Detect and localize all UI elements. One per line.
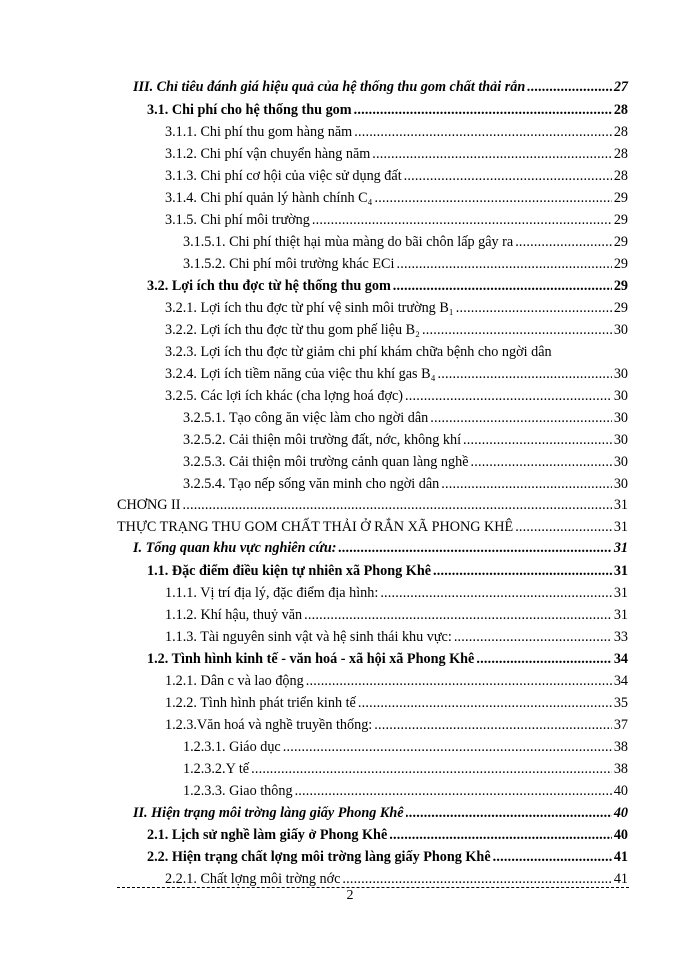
toc-entry[interactable] xyxy=(165,627,628,647)
entry-title: 3.1.2. Chi phí vận chuyển hàng năm xyxy=(165,146,371,162)
entry-page: 31 xyxy=(613,563,628,579)
entry-title: 1.2.3.1. Giáo dục xyxy=(183,739,281,755)
entry-page: 28 xyxy=(613,102,628,118)
toc-entry[interactable] xyxy=(165,320,628,340)
entry-page: 38 xyxy=(613,761,628,777)
toc-entry[interactable] xyxy=(165,144,628,164)
entry-page: 31 xyxy=(613,519,628,535)
toc-entry[interactable] xyxy=(165,583,628,603)
entry-title: 3.2.1. Lợi ích thu đợc từ phí vệ sinh môi trường B₁ xyxy=(165,300,454,316)
toc-entry[interactable] xyxy=(183,737,628,757)
entry-page: 30 xyxy=(613,454,628,470)
entry-page: 27 xyxy=(613,79,628,95)
entry-title: 1.2.3.3. Giao thông xyxy=(183,783,293,799)
entry-title: 1.2.3.2.Y tế xyxy=(183,761,250,777)
toc-entry[interactable] xyxy=(183,452,628,472)
entry-title: II. Hiện trạng môi trờng làng giấy Phong Khê xyxy=(133,805,404,821)
entry-page: 30 xyxy=(613,366,628,382)
entry-page: 35 xyxy=(613,695,628,711)
entry-title: 3.1.5.2. Chi phí môi trường khác ECi xyxy=(183,256,395,272)
entry-title: 1.2.1. Dân c và lao động xyxy=(165,673,304,689)
entry-title: 3.1. Chi phí cho hệ thống thu gom xyxy=(147,102,352,118)
entry-page: 40 xyxy=(613,783,628,799)
toc-entry[interactable] xyxy=(165,386,628,406)
toc-entry[interactable] xyxy=(165,188,628,208)
entry-title: 3.2.5.3. Cải thiện môi trường cảnh quan làng nghề xyxy=(183,454,469,470)
entry-page: 30 xyxy=(613,410,628,426)
entry-page: 41 xyxy=(613,871,628,887)
toc-entry[interactable] xyxy=(147,561,628,581)
entry-title: 1.1.1. Vị trí địa lý, đặc điểm địa hình: xyxy=(165,585,379,601)
entry-title: 3.1.1. Chi phí thu gom hàng năm xyxy=(165,124,353,140)
entry-page: 40 xyxy=(613,805,628,821)
toc-entry[interactable] xyxy=(147,100,628,120)
entry-title: 3.1.4. Chi phí quản lý hành chính C₄ xyxy=(165,190,373,206)
entry-title: 2.1. Lịch sử nghề làm giấy ở Phong Khê xyxy=(147,827,388,843)
entry-page: 31 xyxy=(613,497,628,513)
entry-title: 3.1.5.1. Chi phí thiệt hại mùa màng do bãi chôn lấp gây ra xyxy=(183,234,514,250)
entry-title: 3.2.4. Lợi ích tiềm năng của việc thu khí gas B₄ xyxy=(165,366,436,382)
toc-entry[interactable] xyxy=(165,605,628,625)
toc-entry[interactable] xyxy=(133,77,628,97)
entry-page: 30 xyxy=(613,322,628,338)
entry-title: 3.2.5.2. Cải thiện môi trường đất, nớc, không khí xyxy=(183,432,462,448)
entry-title: 3.2. Lợi ích thu đợc từ hệ thống thu gom xyxy=(147,278,391,294)
toc-entry[interactable] xyxy=(165,342,552,362)
entry-page: 31 xyxy=(613,585,628,601)
toc-entry[interactable] xyxy=(147,276,628,296)
toc-entry[interactable] xyxy=(183,430,628,450)
entry-title: 2.2. Hiện trạng chất lợng môi trờng làng giấy Phong Khê xyxy=(147,849,491,865)
entry-page: 38 xyxy=(613,739,628,755)
toc-entry[interactable] xyxy=(183,408,628,428)
toc-entry[interactable] xyxy=(183,474,628,494)
toc-entry[interactable] xyxy=(133,538,628,558)
entry-title: 2.2.1. Chất lợng môi trờng nớc xyxy=(165,871,341,887)
toc-entry[interactable] xyxy=(165,166,628,186)
entry-title: 1.2. Tình hình kinh tế - văn hoá - xã hội xã Phong Khê xyxy=(147,651,475,667)
entry-page: 34 xyxy=(613,651,628,667)
toc-entry[interactable] xyxy=(117,517,628,537)
toc-entry[interactable] xyxy=(183,232,628,252)
entry-page: 33 xyxy=(613,629,628,645)
entry-page: 28 xyxy=(613,124,628,140)
toc-entry[interactable] xyxy=(133,803,628,823)
entry-page: 31 xyxy=(613,607,628,623)
toc-entry[interactable] xyxy=(147,649,628,669)
entry-page: 30 xyxy=(613,432,628,448)
entry-page: 29 xyxy=(613,234,628,250)
entry-title: 3.2.5. Các lợi ích khác (cha lợng hoá đợc) xyxy=(165,388,404,404)
toc-entry[interactable] xyxy=(165,122,628,142)
page-number: 2 xyxy=(346,888,354,903)
entry-page: 28 xyxy=(613,168,628,184)
entry-page: 34 xyxy=(613,673,628,689)
toc-entry[interactable] xyxy=(165,298,628,318)
entry-page: 28 xyxy=(613,146,628,162)
entry-page: 29 xyxy=(613,256,628,272)
entry-title: 1.1.3. Tài nguyên sinh vật và hệ sinh thái khu vực: xyxy=(165,629,452,645)
toc-entry[interactable] xyxy=(117,495,628,515)
entry-page: 29 xyxy=(613,212,628,228)
entry-title: CHƠNG II xyxy=(117,497,181,513)
entry-page: 29 xyxy=(613,278,628,294)
toc-entry[interactable] xyxy=(165,869,628,889)
entry-title: 1.1.2. Khí hậu, thuỷ văn xyxy=(165,607,303,623)
entry-title: 1.2.3.Văn hoá và nghề truyền thống: xyxy=(165,717,373,733)
entry-title: 3.2.5.1. Tạo công ăn việc làm cho ngời dân xyxy=(183,410,429,426)
toc-entry[interactable] xyxy=(183,254,628,274)
toc-entry[interactable] xyxy=(183,781,628,801)
entry-title: 3.2.2. Lợi ích thu đợc từ thu gom phế liệu B₂ xyxy=(165,322,421,338)
toc-entry[interactable] xyxy=(165,210,628,230)
toc-entry[interactable] xyxy=(165,364,628,384)
entry-page: 30 xyxy=(613,476,628,492)
entry-page: 29 xyxy=(613,190,628,206)
entry-title: 3.2.5.4. Tạo nếp sống văn minh cho ngời dân xyxy=(183,476,440,492)
toc-entry[interactable] xyxy=(183,759,628,779)
entry-page: 37 xyxy=(613,717,628,733)
entry-title: I. Tổng quan khu vực nghiên cứu: xyxy=(133,540,337,556)
entry-page: 30 xyxy=(613,388,628,404)
entry-page: 41 xyxy=(613,849,628,865)
entry-title: 1.1. Đặc điểm điều kiện tự nhiên xã Phong Khê xyxy=(147,563,432,579)
toc-entry[interactable] xyxy=(165,671,628,691)
toc-entry[interactable] xyxy=(165,715,628,735)
entry-page: 40 xyxy=(613,827,628,843)
toc-entry[interactable] xyxy=(147,847,628,867)
entry-page: 29 xyxy=(613,300,628,316)
entry-title: 1.2.2. Tình hình phát triển kinh tế xyxy=(165,695,356,711)
entry-title: III. Chỉ tiêu đánh giá hiệu quả của hệ thống thu gom chất thải rắn xyxy=(133,79,526,95)
entry-title: 3.2.3. Lợi ích thu đợc từ giảm chi phí khám chữa bệnh cho ngời dân xyxy=(165,344,552,360)
entry-title: 3.1.5. Chi phí môi trường xyxy=(165,212,310,228)
entry-title: THỰC TRẠNG THU GOM CHẤT THẢI Ở RẮN XÃ PHONG KHÊ xyxy=(117,519,514,535)
entry-title: 3.1.3. Chi phí cơ hội của việc sử dụng đất xyxy=(165,168,402,184)
toc-entry[interactable] xyxy=(165,693,628,713)
toc-entry[interactable] xyxy=(147,825,628,845)
entry-page: 31 xyxy=(613,540,628,556)
